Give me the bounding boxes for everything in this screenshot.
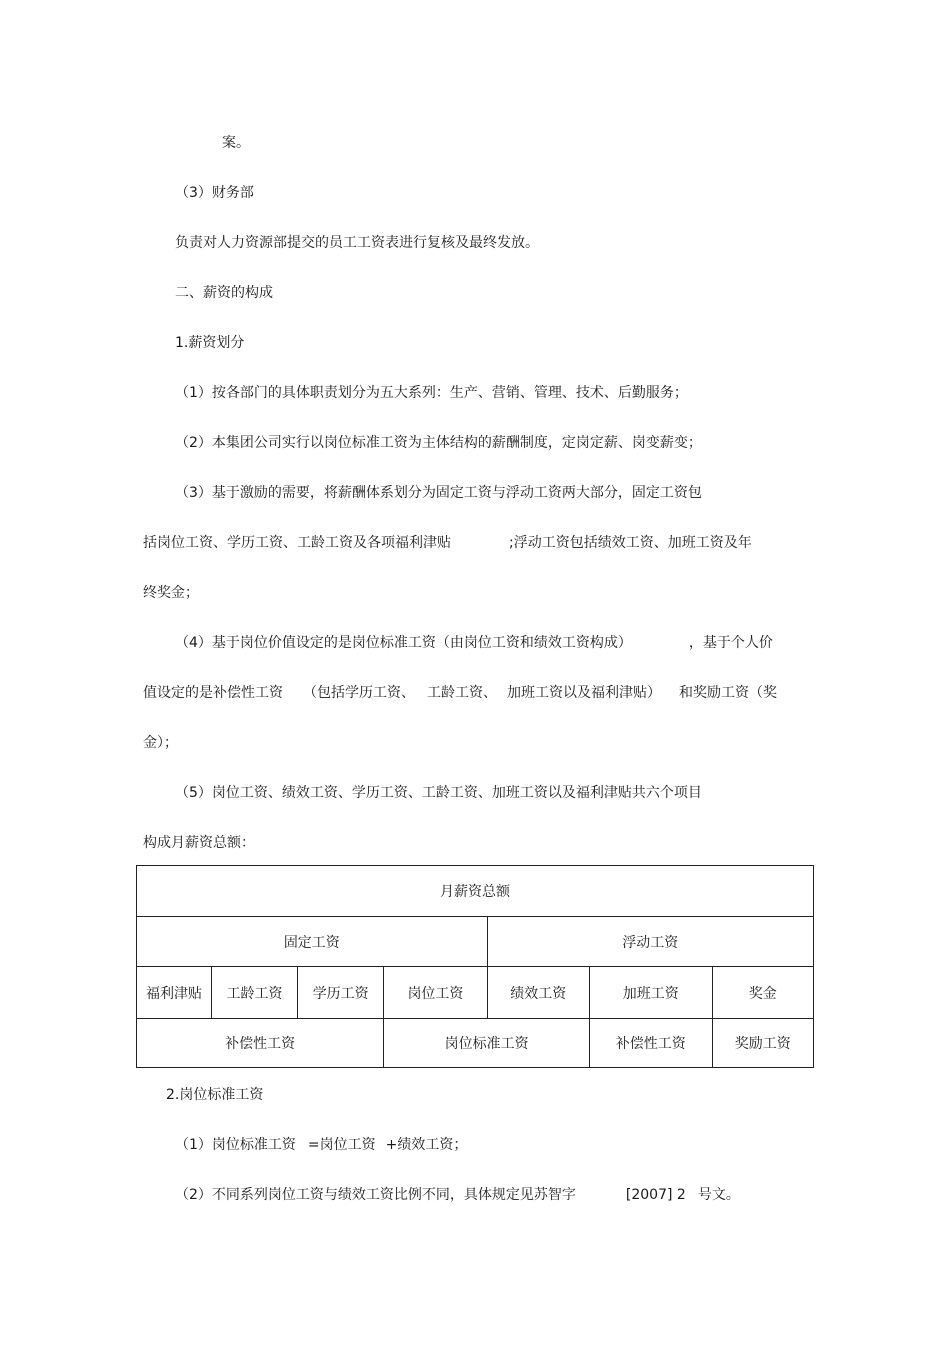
- text-fragment: [2007] 2: [625, 1187, 686, 1203]
- table-cell-fixed-salary: 固定工资: [137, 917, 488, 967]
- paragraph-item-1-4-line2: [143, 683, 777, 703]
- paragraph-item-1-1: （1）按各部门的具体职责划分为五大系列：生产、营销、管理、技术、后勤服务；: [175, 385, 688, 401]
- text-fragment: （2）不同系列岗位工资与绩效工资比例不同，具体规定见苏智字: [175, 1187, 576, 1203]
- paragraph-item-1-5-line1: （5）岗位工资、绩效工资、学历工资、工龄工资、加班工资以及福利津贴共六个项目: [175, 785, 702, 801]
- text-fragment: 值设定的是补偿性工资: [143, 685, 283, 701]
- table-cell-item: 工龄工资: [211, 967, 297, 1019]
- paragraph-finance-duty: 负责对人力资源部提交的员工工资表进行复核及最终发放。: [175, 235, 539, 251]
- paragraph-item-1-4-line3: 金）；: [143, 735, 178, 751]
- paragraph-item-1-5-line2: 构成月薪资总额：: [143, 835, 255, 851]
- text-fragment: （包括学历工资、: [303, 685, 415, 701]
- paragraph-item-2-2: [175, 1185, 740, 1205]
- table-cell-group: 补偿性工资: [589, 1019, 712, 1068]
- text-fragment: 工龄工资、: [427, 685, 497, 701]
- table-cell-group: 岗位标准工资: [384, 1019, 590, 1068]
- text-fragment: 加班工资以及福利津贴）: [507, 685, 661, 701]
- paragraph-item-2-1: [175, 1135, 467, 1155]
- subheading-position-standard-salary: 2.岗位标准工资: [166, 1087, 264, 1103]
- text-fragment: 号文。: [697, 1187, 740, 1203]
- section-heading-salary-composition: 二、薪资的构成: [175, 285, 273, 301]
- table-cell-item: 福利津贴: [137, 967, 212, 1019]
- text-fragment: 括岗位工资、学历工资、工龄工资及各项福利津贴: [143, 535, 451, 551]
- table-cell-total: 月薪资总额: [137, 866, 814, 917]
- table-row: [137, 917, 814, 967]
- text-fragment: +绩效工资；: [385, 1137, 468, 1153]
- subheading-salary-division: 1.薪资划分: [175, 335, 245, 351]
- table-row: [137, 967, 814, 1019]
- paragraph-item-1-3-line1: （3）基于激励的需要，将薪酬体系划分为固定工资与浮动工资两大部分，固定工资包: [175, 485, 702, 501]
- text-fragment: （4）基于岗位价值设定的是岗位标准工资（由岗位工资和绩效工资构成）: [175, 635, 632, 651]
- table-row: [137, 866, 814, 917]
- table-cell-group: 奖励工资: [712, 1019, 813, 1068]
- text-fragment: ;浮动工资包括绩效工资、加班工资及年: [509, 535, 752, 551]
- paragraph-item-1-3-line3: 终奖金；: [143, 585, 199, 601]
- heading-finance-dept: （3）财务部: [175, 185, 254, 201]
- table-cell-group: 补偿性工资: [137, 1019, 384, 1068]
- table-row: [137, 1019, 814, 1068]
- paragraph-case-end: 案。: [222, 135, 250, 151]
- table-cell-item: 奖金: [712, 967, 813, 1019]
- text-fragment: =岗位工资: [307, 1137, 376, 1153]
- text-fragment: ，基于个人价: [688, 635, 773, 651]
- paragraph-item-1-2: （2）本集团公司实行以岗位标准工资为主体结构的薪酬制度，定岗定薪、岗变薪变；: [175, 435, 702, 451]
- table-cell-floating-salary: 浮动工资: [487, 917, 813, 967]
- text-fragment: 和奖励工资（奖: [679, 685, 777, 701]
- paragraph-item-1-4-line1: [175, 633, 773, 653]
- salary-structure-table: [136, 865, 814, 1068]
- table-cell-item: 绩效工资: [487, 967, 589, 1019]
- table-cell-item: 学历工资: [298, 967, 384, 1019]
- text-fragment: （1）岗位标准工资: [175, 1137, 296, 1153]
- table-cell-item: 岗位工资: [384, 967, 487, 1019]
- paragraph-item-1-3-line2: [143, 533, 752, 553]
- table-cell-item: 加班工资: [589, 967, 712, 1019]
